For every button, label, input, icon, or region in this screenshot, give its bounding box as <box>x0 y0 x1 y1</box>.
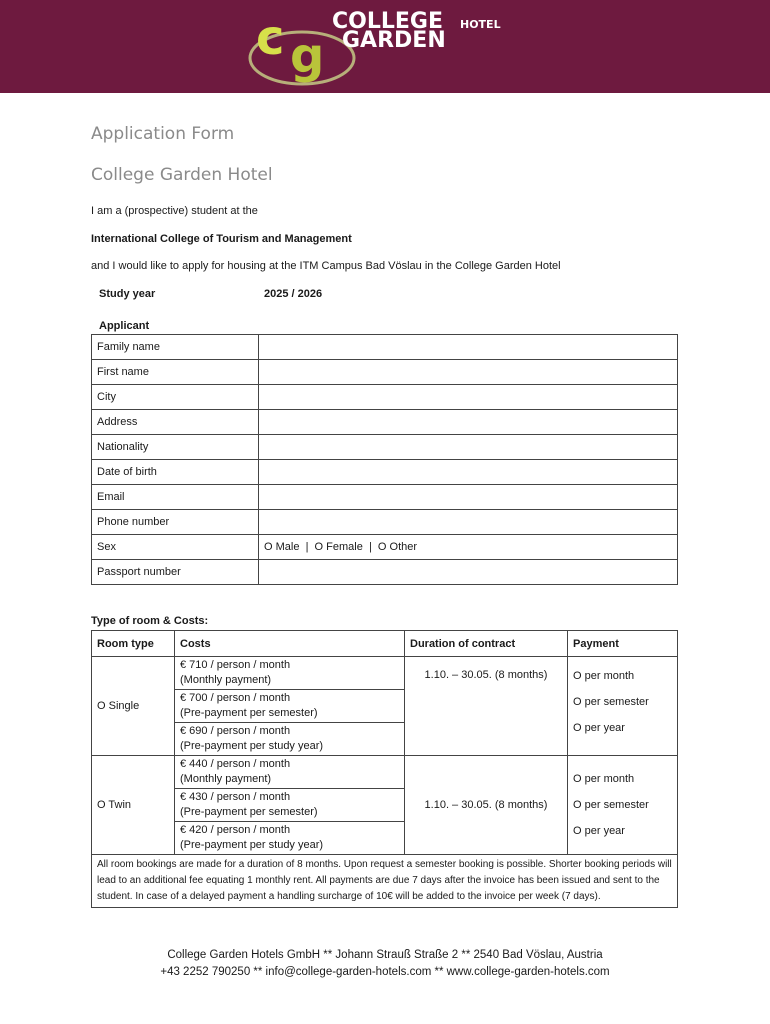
city-input[interactable] <box>259 385 678 410</box>
booking-terms-note: All room bookings are made for a duration of 8 months. Upon request a semester booking is possible. Shorter booking periods will lead to an additional fee equating 1 monthly rent. All payments are due 7 days after the invoice has been issued and sent to the student. In case of a delayed payment a handling surcharge of 10€ will be added to the invoice per week (7 days). <box>92 855 678 908</box>
field-label: Family name <box>92 335 259 360</box>
price-terms: (Pre-payment per semester) <box>180 707 318 719</box>
price-amount: € 430 / person / month <box>180 791 291 803</box>
header-band <box>0 0 770 93</box>
price-cell <box>175 789 405 822</box>
duration-cell <box>405 657 568 756</box>
table-row <box>92 410 678 435</box>
payment-option[interactable]: O per year <box>573 722 625 734</box>
column-header: Costs <box>175 631 405 657</box>
room-type-single[interactable]: O Single <box>92 657 175 756</box>
price-amount: € 710 / person / month <box>180 659 291 671</box>
price-amount: € 700 / person / month <box>180 692 291 704</box>
price-terms: (Monthly payment) <box>180 674 272 686</box>
price-amount: € 690 / person / month <box>180 725 291 737</box>
date-of-birth-input[interactable] <box>259 460 678 485</box>
table-header-row <box>92 631 678 657</box>
applicant-heading: Applicant <box>99 320 150 332</box>
price-terms: (Pre-payment per study year) <box>180 740 324 752</box>
costs-heading: Type of room & Costs: <box>91 615 209 627</box>
column-header: Room type <box>92 631 175 657</box>
field-label: Phone number <box>92 510 259 535</box>
payment-option[interactable]: O per month <box>573 773 635 785</box>
price-amount: € 420 / person / month <box>180 824 291 836</box>
price-terms: (Pre-payment per semester) <box>180 806 318 818</box>
nationality-input[interactable] <box>259 435 678 460</box>
field-label: Passport number <box>92 560 259 585</box>
payment-options <box>568 657 678 756</box>
phone-number-input[interactable] <box>259 510 678 535</box>
price-terms: (Monthly payment) <box>180 773 272 785</box>
price-cell <box>175 822 405 855</box>
price-terms: (Pre-payment per study year) <box>180 839 324 851</box>
study-year-value: 2025 / 2026 <box>264 288 323 300</box>
room-type-twin[interactable]: O Twin <box>92 756 175 855</box>
table-row <box>92 560 678 585</box>
payment-options <box>568 756 678 855</box>
logo-line1: COLLEGE <box>332 9 443 34</box>
applicant-table <box>91 334 678 585</box>
logo-hotel: HOTEL <box>460 18 501 31</box>
table-row <box>92 756 678 789</box>
payment-option[interactable]: O per semester <box>573 696 649 708</box>
intro-line1: I am a (prospective) student at the <box>91 205 258 217</box>
first-name-input[interactable] <box>259 360 678 385</box>
column-header: Payment <box>568 631 678 657</box>
address-input[interactable] <box>259 410 678 435</box>
price-amount: € 440 / person / month <box>180 758 291 770</box>
table-row <box>92 360 678 385</box>
table-row <box>92 335 678 360</box>
field-label: Date of birth <box>92 460 259 485</box>
payment-option[interactable]: O per year <box>573 825 625 837</box>
page-title: Application Form <box>91 124 235 144</box>
passport-number-input[interactable] <box>259 560 678 585</box>
table-row <box>92 657 678 690</box>
family-name-input[interactable] <box>259 335 678 360</box>
price-cell <box>175 657 405 690</box>
field-label: Address <box>92 410 259 435</box>
price-cell <box>175 756 405 789</box>
field-label: First name <box>92 360 259 385</box>
sex-options[interactable]: O Male | O Female | O Other <box>259 535 678 560</box>
price-cell <box>175 690 405 723</box>
table-row <box>92 385 678 410</box>
logo-c: c <box>256 10 285 66</box>
table-row <box>92 485 678 510</box>
table-row <box>92 855 678 908</box>
footer-contact: +43 2252 790250 ** info@college-garden-hotels.com ** www.college-garden-hotels.com <box>160 966 610 978</box>
field-label: Nationality <box>92 435 259 460</box>
price-cell <box>175 723 405 756</box>
logo-line2: GARDEN <box>342 28 446 53</box>
costs-table <box>91 630 678 908</box>
duration-cell <box>405 756 568 855</box>
column-header: Duration of contract <box>405 631 568 657</box>
field-label: Sex <box>92 535 259 560</box>
field-label: City <box>92 385 259 410</box>
table-row <box>92 435 678 460</box>
payment-option[interactable]: O per semester <box>573 799 649 811</box>
table-row <box>92 510 678 535</box>
page-subtitle: College Garden Hotel <box>91 165 273 185</box>
footer-address: College Garden Hotels GmbH ** Johann Strauß Straße 2 ** 2540 Bad Vöslau, Austria <box>167 949 603 961</box>
table-row <box>92 535 678 560</box>
logo-g: g <box>290 28 325 84</box>
duration-text: 1.10. – 30.05. (8 months) <box>424 799 548 811</box>
field-label: Email <box>92 485 259 510</box>
intro-institution: International College of Tourism and Management <box>91 233 352 245</box>
payment-option[interactable]: O per month <box>573 670 635 682</box>
duration-text: 1.10. – 30.05. (8 months) <box>424 669 548 681</box>
table-row <box>92 460 678 485</box>
intro-line3: and I would like to apply for housing at the ITM Campus Bad Vöslau in the College Garden Hotel <box>91 260 561 272</box>
college-garden-hotel-logo <box>246 6 536 88</box>
study-year-label: Study year <box>99 288 156 300</box>
email-input[interactable] <box>259 485 678 510</box>
